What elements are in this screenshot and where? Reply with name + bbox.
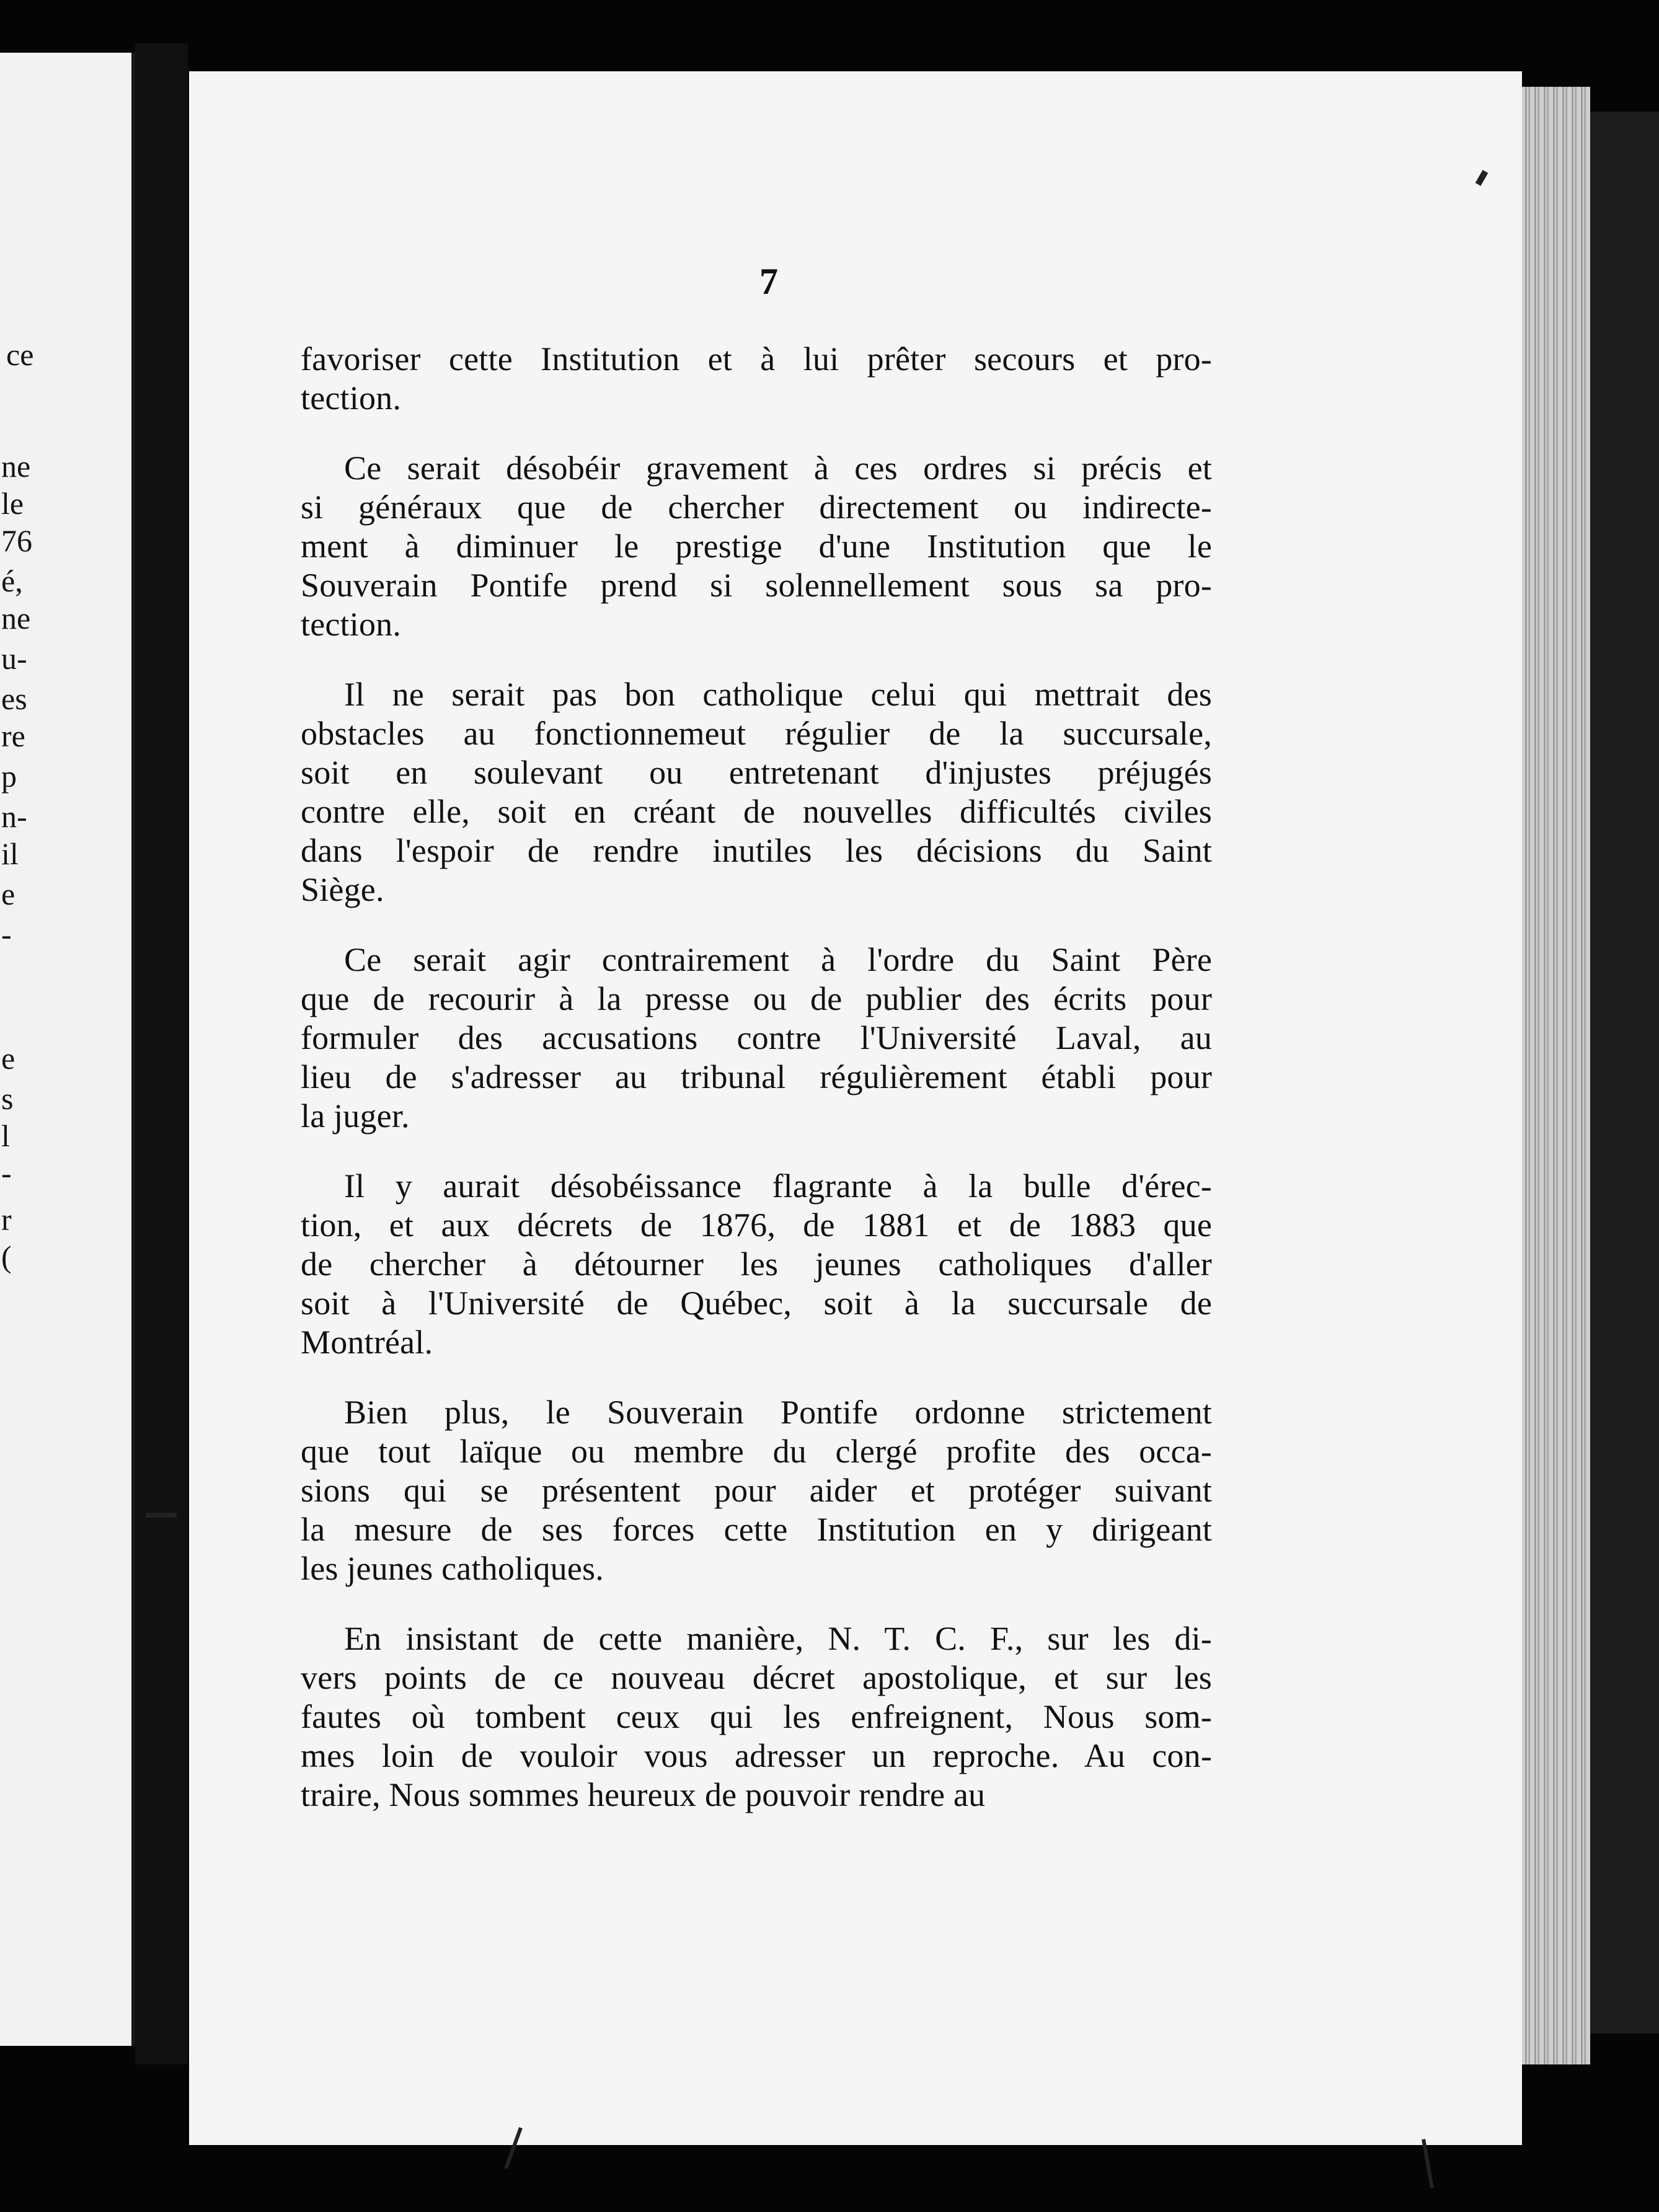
margin-fragment: - bbox=[1, 1156, 12, 1190]
text-line: que tout laïque ou membre du clergé profite des occa- bbox=[301, 1433, 1212, 1470]
margin-fragment: il bbox=[1, 836, 19, 871]
text-line: Souverain Pontife prend si solennellement sous sa pro- bbox=[301, 567, 1212, 604]
text-line: formuler des accusations contre l'Université Laval, au bbox=[301, 1019, 1212, 1056]
page-body-text bbox=[301, 340, 1212, 1815]
scan-speck bbox=[146, 1513, 177, 1518]
text-line: lieu de s'adresser au tribunal régulièrement établi pour bbox=[301, 1058, 1212, 1095]
margin-fragment: e bbox=[1, 877, 15, 911]
margin-fragment: 76 bbox=[1, 523, 32, 558]
text-line: En insistant de cette manière, N. T. C. F., sur les di- bbox=[344, 1620, 1212, 1657]
text-line: que de recourir à la presse ou de publier des écrits pour bbox=[301, 980, 1212, 1017]
text-line: Il ne serait pas bon catholique celui qui mettrait des bbox=[344, 676, 1212, 713]
book-gutter bbox=[135, 43, 188, 2064]
margin-fragment: é, bbox=[1, 564, 23, 598]
text-line: favoriser cette Institution et à lui prêter secours et pro- bbox=[301, 340, 1212, 378]
text-line: Montréal. bbox=[301, 1324, 433, 1361]
page-number: 7 bbox=[759, 261, 778, 302]
margin-fragment: ce bbox=[6, 337, 34, 372]
paragraph bbox=[301, 940, 1212, 1136]
margin-fragment: e bbox=[1, 1041, 15, 1076]
paragraph bbox=[301, 1619, 1212, 1815]
text-line: obstacles au fonctionnemeut régulier de la succursale, bbox=[301, 715, 1212, 752]
text-line: tection. bbox=[301, 379, 402, 417]
text-line: mes loin de vouloir vous adresser un reproche. Au con- bbox=[301, 1737, 1212, 1774]
margin-fragment: p bbox=[1, 759, 17, 794]
text-line: dans l'espoir de rendre inutiles les décisions du Saint bbox=[301, 832, 1212, 869]
text-line: contre elle, soit en créant de nouvelles difficultés civiles bbox=[301, 793, 1212, 830]
text-line: traire, Nous sommes heureux de pouvoir rendre au bbox=[301, 1776, 986, 1813]
book-cover-edge bbox=[1590, 112, 1659, 2033]
paragraph bbox=[301, 340, 1212, 418]
paragraph bbox=[301, 1393, 1212, 1588]
margin-fragment: r bbox=[1, 1202, 12, 1237]
text-line: la juger. bbox=[301, 1097, 410, 1135]
page-stack-edge bbox=[1522, 87, 1590, 2064]
paragraph bbox=[301, 449, 1212, 644]
text-line: la mesure de ses forces cette Institution en y dirigeant bbox=[301, 1511, 1212, 1548]
margin-fragment: ne bbox=[1, 601, 31, 635]
paragraph bbox=[301, 1167, 1212, 1362]
margin-fragment: - bbox=[1, 917, 12, 952]
text-line: de chercher à détourner les jeunes catholiques d'aller bbox=[301, 1245, 1212, 1283]
text-line: si généraux que de chercher directement ou indirecte- bbox=[301, 489, 1212, 526]
margin-fragment: le bbox=[1, 486, 24, 521]
margin-fragment: re bbox=[1, 719, 25, 753]
text-line: sions qui se présentent pour aider et protéger suivant bbox=[301, 1472, 1212, 1509]
text-line: tection. bbox=[301, 606, 402, 643]
scan-speck bbox=[1422, 2139, 1434, 2188]
text-line: Ce serait agir contrairement à l'ordre du Saint Père bbox=[344, 941, 1212, 978]
text-line: Ce serait désobéir gravement à ces ordres si précis et bbox=[344, 449, 1212, 487]
text-line: fautes où tombent ceux qui les enfreignent, Nous som- bbox=[301, 1698, 1212, 1735]
margin-fragment: ne bbox=[1, 449, 31, 484]
margin-fragment: n- bbox=[1, 799, 27, 834]
margin-fragment: s bbox=[1, 1081, 14, 1116]
text-line: soit en soulevant ou entretenant d'injustes préjugés bbox=[301, 754, 1212, 791]
margin-fragment: ( bbox=[1, 1239, 12, 1274]
text-line: Bien plus, le Souverain Pontife ordonne strictement bbox=[344, 1394, 1212, 1431]
text-line: les jeunes catholiques. bbox=[301, 1550, 604, 1587]
paragraph bbox=[301, 675, 1212, 909]
text-line: Siège. bbox=[301, 871, 384, 908]
margin-fragment: u- bbox=[1, 641, 27, 676]
margin-fragment: l bbox=[1, 1118, 10, 1153]
text-line: ment à diminuer le prestige d'une Institution que le bbox=[301, 528, 1212, 565]
text-line: soit à l'Université de Québec, soit à la succursale de bbox=[301, 1285, 1212, 1322]
text-line: tion, et aux décrets de 1876, de 1881 et de 1883 que bbox=[301, 1206, 1212, 1244]
text-line: Il y aurait désobéissance flagrante à la bulle d'érec- bbox=[344, 1167, 1212, 1205]
margin-fragment: es bbox=[1, 681, 27, 716]
text-line: vers points de ce nouveau décret apostolique, et sur les bbox=[301, 1659, 1212, 1696]
